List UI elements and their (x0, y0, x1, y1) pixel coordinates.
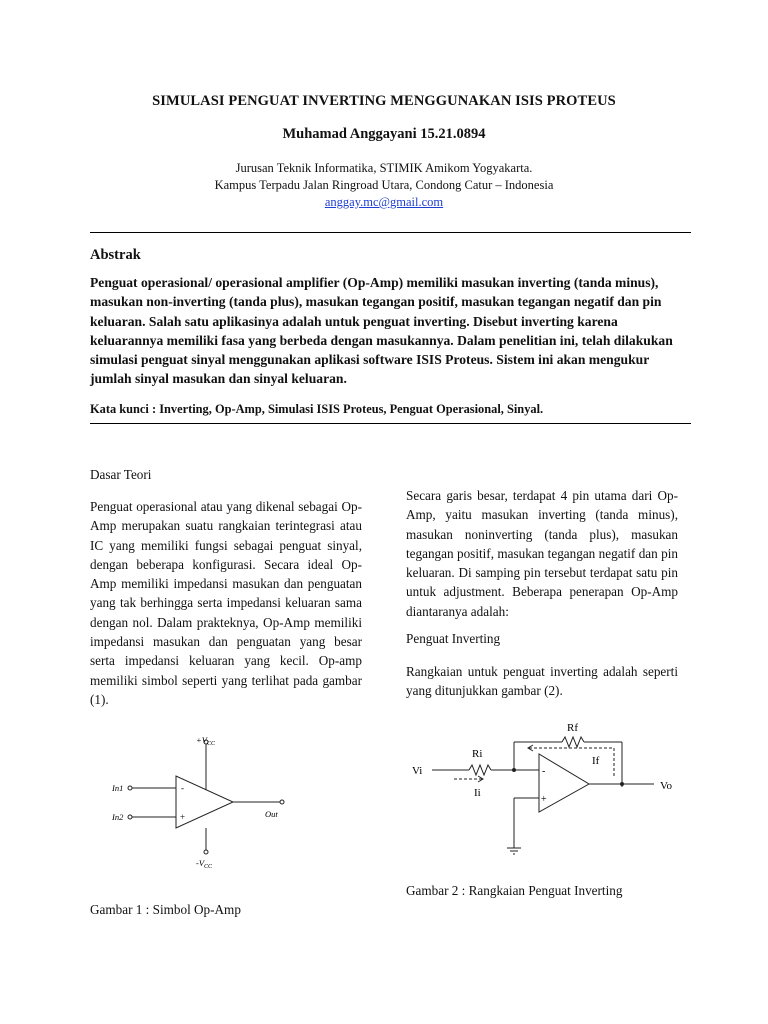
ri-label: Ri (472, 748, 483, 760)
affiliation-line-1: Jurusan Teknik Informatika, STIMIK Amikom Yogyakarta. (235, 161, 533, 175)
abstract-text: Penguat operasional/ operasional amplifier (Op-Amp) memiliki masukan inverting (tanda minus), masukan non-inverting (tanda plus), masukan tegangan positif, masukan tegangan negatif dan pin keluaran. Salah satu aplikasinya adalah untuk penguat inverting. Disebut inverting karena keluarannya memiliki fasa yang berbeda dengan masukannya. Dalam penelitian ini, telah dilakukan simulasi penguat sinyal menggunakan aplikasi software ISIS Proteus. Sistem ini akan mengukur jumlah sinyal masukan dan sinyal keluaran. (90, 275, 673, 387)
figure-1-opamp-symbol (100, 728, 300, 878)
top-rule (90, 232, 691, 233)
out-label: Out (265, 809, 278, 819)
right-paragraph-2: Rangkaian untuk penguat inverting adalah seperti yang ditunjukkan gambar (2). (406, 664, 678, 699)
keywords: Kata kunci : Inverting, Op-Amp, Simulasi ISIS Proteus, Penguat Operasional, Sinyal. (90, 402, 544, 416)
paper-title: SIMULASI PENGUAT INVERTING MENGGUNAKAN ISIS PROTEUS (152, 93, 616, 109)
bottom-rule (90, 423, 691, 424)
left-paragraph: Penguat operasional atau yang dikenal sebagai Op-Amp merupakan suatu rangkaian terintegrasi atau IC yang memiliki fungsi sebagai penguat sinyal, dengan beberapa konfigurasi. Secara ideal Op-Amp memiliki impedansi masukan dan penguatan yang tak berhingga serta impedansi keluaran sama dengan nol. Dalam prakteknya, Op-Amp memiliki impedansi masukan dan penguatan yang besar serta impedansi keluaran yang kecil. Op-amp memiliki simbol seperti yang terlihat pada gambar (1). (90, 499, 362, 707)
figure-2-caption: Gambar 2 : Rangkaian Penguat Inverting (406, 883, 623, 898)
email-link[interactable]: anggay.mc@gmail.com (324, 195, 444, 209)
junction-dot-output (620, 782, 624, 786)
figure-2-inverting-amplifier (404, 712, 694, 862)
vo-label: Vo (660, 780, 673, 792)
minus-sign-2: - (542, 766, 546, 777)
plus-sign: + (180, 812, 186, 822)
vcc-minus-label: $-V_{CC}$ (196, 858, 213, 870)
vcc-plus-label: $+V_{CC}$ (196, 735, 215, 747)
if-label: If (592, 755, 600, 767)
section-heading-penguat-inverting: Penguat Inverting (406, 631, 501, 646)
in1-label: In1 (112, 783, 124, 793)
junction-dot-input (512, 768, 516, 772)
ii-label: Ii (474, 787, 481, 799)
figure-1-caption: Gambar 1 : Simbol Op-Amp (90, 902, 241, 917)
in2-label: In2 (112, 812, 124, 822)
right-paragraph-1: Secara garis besar, terdapat 4 pin utama dari Op-Amp, yaitu masukan inverting (tanda minus), masukan noninverting (tanda plus), masukan tegangan positif, masukan tegangan negatif dan pin keluaran. Di samping pin tersebut terdapat satu pin untuk adjustment. Beberapa penerapan Op-Amp diantaranya adalah: (406, 488, 678, 619)
email-line (0, 195, 768, 210)
plus-sign-2: + (541, 794, 547, 805)
vi-label: Vi (412, 765, 423, 777)
author-name: Muhamad Anggayani 15.21.0894 (282, 126, 486, 142)
affiliation-line-2: Kampus Terpadu Jalan Ringroad Utara, Condong Catur – Indonesia (214, 178, 554, 192)
section-heading-dasar-teori: Dasar Teori (90, 467, 152, 482)
minus-sign: - (181, 783, 184, 793)
abstract-heading: Abstrak (90, 247, 141, 263)
rf-label: Rf (567, 722, 578, 734)
